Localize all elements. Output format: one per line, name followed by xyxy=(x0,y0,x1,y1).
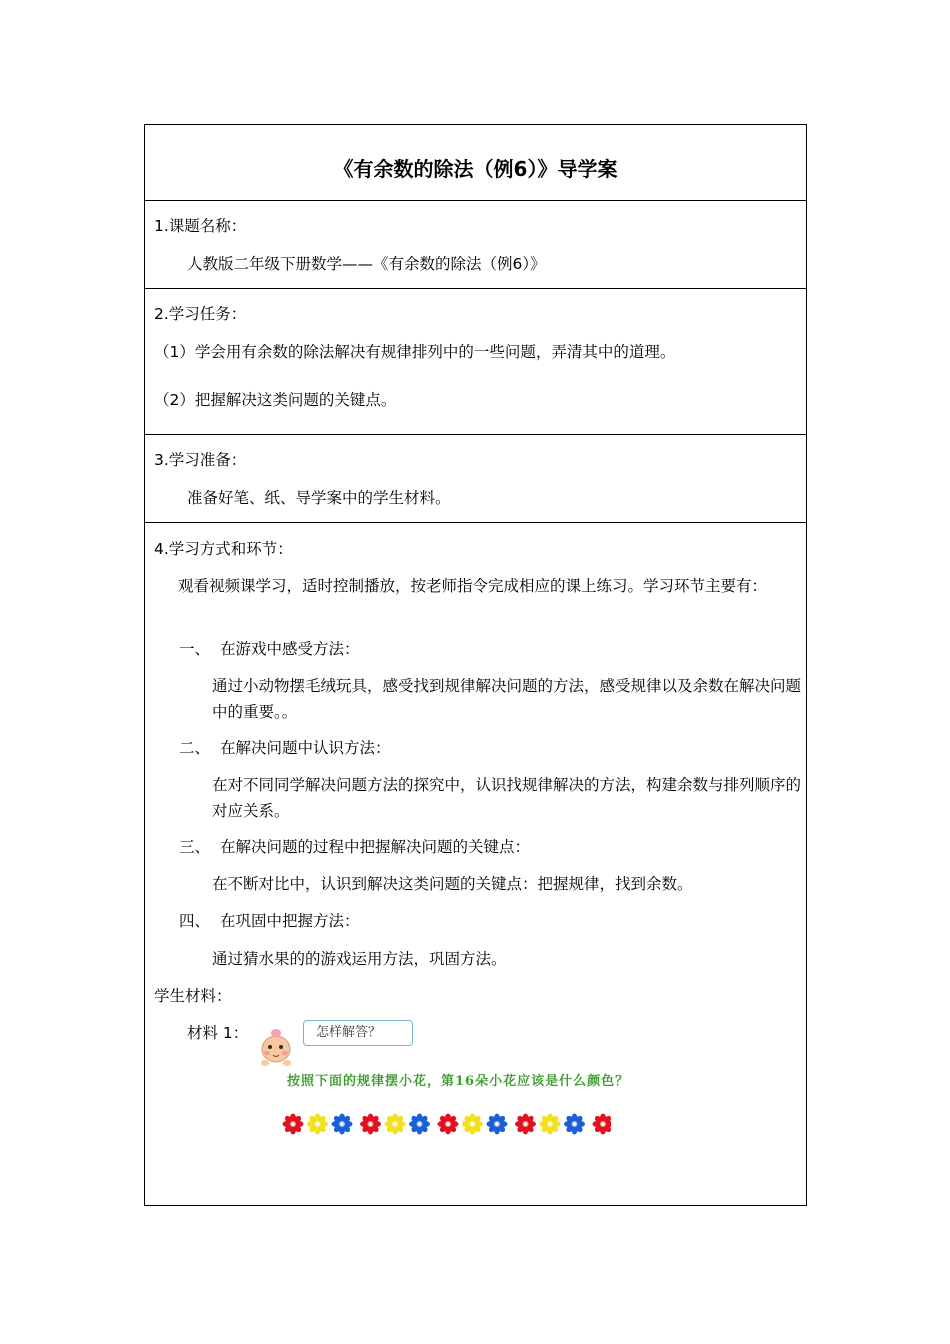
flower-icon xyxy=(409,1114,430,1135)
materials-heading: 学生材料： xyxy=(154,987,232,1005)
step-3-desc: 在不断对比中，认识到解决这类问题的关键点：把握规律，找到余数。 xyxy=(212,875,693,893)
topic-content: 人教版二年级下册数学——《有余数的除法（例6）》 xyxy=(187,255,546,273)
step-3-num: 三、 xyxy=(179,838,211,856)
step-1-num: 一、 xyxy=(179,640,211,658)
step-2-title: 在解决问题中认识方法： xyxy=(220,739,391,757)
guide-table xyxy=(144,124,807,1206)
mascot-illustration xyxy=(253,1025,299,1069)
methods-heading: 4.学习方式和环节： xyxy=(154,540,293,558)
page-title: 《有余数的除法（例6）》导学案 xyxy=(333,157,618,181)
flower-icon xyxy=(438,1114,459,1135)
step-4-title: 在巩固中把握方法： xyxy=(220,912,360,930)
flower-row xyxy=(281,1109,611,1139)
title-row xyxy=(145,125,806,201)
section-tasks xyxy=(145,289,806,435)
step-1-desc: 通过小动物摆毛绒玩具，感受找到规律解决问题的方法，感受规律以及余数在解决问题中的重要。。 xyxy=(212,677,802,721)
prep-heading: 3.学习准备： xyxy=(154,451,247,469)
step-4-desc: 通过猜水果的的游戏运用方法，巩固方法。 xyxy=(212,950,507,968)
material-1-label: 材料 1： xyxy=(187,1024,249,1042)
flower-icon xyxy=(332,1114,353,1135)
section-preparation xyxy=(145,435,806,523)
flower-icon xyxy=(515,1114,536,1135)
task-item-2: （2）把握解决这类问题的关键点。 xyxy=(154,391,397,409)
step-4-num: 四、 xyxy=(179,912,211,930)
step-2-desc: 在对不同同学解决问题方法的探究中，认识找规律解决的方法，构建余数与排列顺序的对应关系。 xyxy=(212,776,802,820)
topic-heading: 1.课题名称： xyxy=(154,217,247,235)
flower-icon xyxy=(283,1114,304,1135)
flower-icon xyxy=(307,1114,328,1135)
flower-icon xyxy=(487,1114,508,1135)
flower-icon xyxy=(462,1114,483,1135)
methods-intro: 观看视频课学习，适时控制播放，按老师指令完成相应的课上练习。学习环节主要有： xyxy=(178,577,768,595)
prep-content: 准备好笔、纸、导学案中的学生材料。 xyxy=(187,489,451,507)
step-2-num: 二、 xyxy=(179,739,211,757)
flower-icon xyxy=(385,1114,406,1135)
tasks-heading: 2.学习任务： xyxy=(154,305,247,323)
flower-icon xyxy=(593,1114,612,1135)
step-1-title: 在游戏中感受方法： xyxy=(220,640,360,658)
task-item-1: （1）学会用有余数的除法解决有规律排列中的一些问题，弄清其中的道理。 xyxy=(154,343,676,361)
speech-bubble: 怎样解答？ xyxy=(303,1020,413,1046)
step-3-title: 在解决问题的过程中把握解决问题的关键点： xyxy=(220,838,531,856)
flower-question: 按照下面的规律摆小花，第16朵小花应该是什么颜色？ xyxy=(287,1074,630,1089)
flower-icon xyxy=(360,1114,381,1135)
section-topic xyxy=(145,201,806,289)
flower-icon xyxy=(540,1114,561,1135)
flower-icon xyxy=(564,1114,585,1135)
